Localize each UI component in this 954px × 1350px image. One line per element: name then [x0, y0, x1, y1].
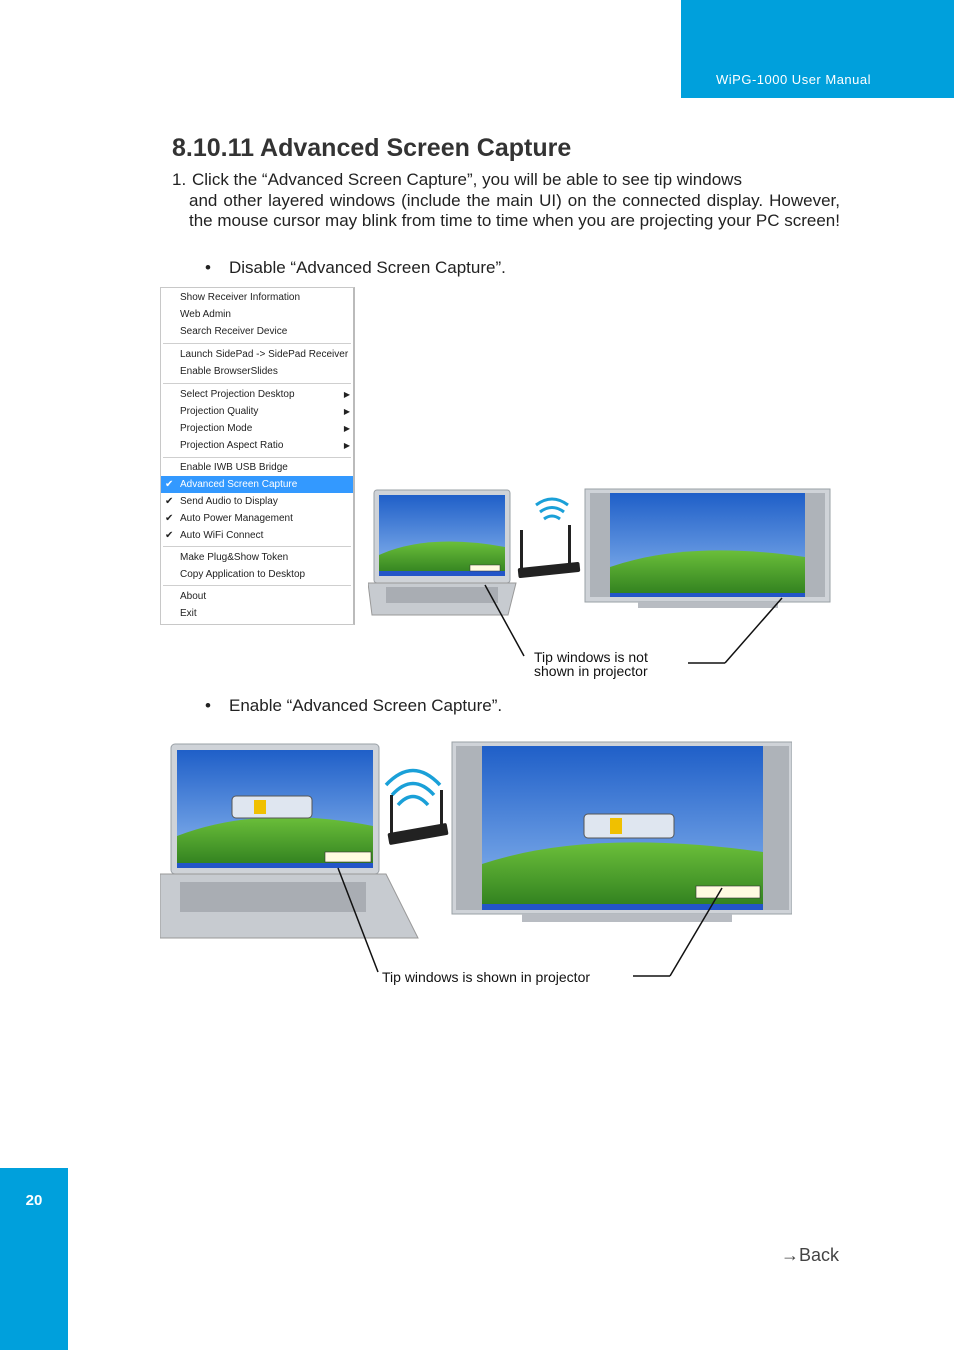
manual-title: WiPG-1000 User Manual: [716, 72, 871, 87]
menu-separator: [163, 585, 351, 586]
menu-item-projection-quality[interactable]: Projection Quality ▶: [161, 403, 353, 420]
menu-separator: [163, 457, 351, 458]
menu-item-enable-iwb-usb-bridge[interactable]: Enable IWB USB Bridge: [180, 462, 288, 473]
step-1-paragraph: [172, 170, 840, 232]
menu-separator: [163, 546, 351, 547]
bullet-disable: [205, 258, 506, 278]
menu-item-make-plugshow-token[interactable]: Make Plug&Show Token: [180, 552, 289, 563]
menu-item-show-receiver-information[interactable]: Show Receiver Information: [180, 292, 301, 303]
callout-pointer-lines-2: [330, 860, 740, 980]
menu-item-about[interactable]: About: [180, 591, 207, 602]
callout-tip-not-shown: [534, 650, 648, 678]
submenu-arrow-icon: ▶: [343, 424, 350, 433]
menu-separator: [163, 383, 351, 384]
step-1-line1: Click the “Advanced Screen Capture”, you will be able to see tip windows: [192, 170, 742, 189]
pointer-to-laptop-tray: [485, 585, 524, 656]
bullet-dot: •: [205, 696, 211, 715]
router-illustration: [518, 499, 581, 578]
menu-item-auto-power-management[interactable]: ✔ Auto Power Management: [161, 510, 353, 527]
bullet-enable-text: Enable “Advanced Screen Capture”.: [229, 696, 503, 715]
step-number: 1.: [172, 170, 187, 189]
submenu-arrow-icon: ▶: [343, 390, 350, 399]
submenu-arrow-icon: ▶: [343, 441, 350, 450]
callout-line-2: shown in projector: [534, 663, 648, 679]
router-illustration: [386, 771, 449, 846]
menu-separator: [163, 343, 351, 344]
menu-item-advanced-screen-capture[interactable]: ✔ Advanced Screen Capture: [161, 476, 353, 493]
section-title: 8.10.11 Advanced Screen Capture: [172, 134, 572, 162]
menu-item-send-audio-to-display[interactable]: ✔ Send Audio to Display: [161, 493, 353, 510]
menu-item-exit[interactable]: Exit: [180, 608, 197, 619]
bullet-disable-text: Disable “Advanced Screen Capture”.: [229, 258, 506, 277]
menu-item-projection-aspect-ratio[interactable]: Projection Aspect Ratio ▶: [161, 437, 353, 454]
menu-item-projection-mode[interactable]: Projection Mode ▶: [161, 420, 353, 437]
pointer-to-laptop-tip: [338, 868, 378, 972]
check-icon: ✔: [165, 496, 174, 507]
menu-item-auto-wifi-connect[interactable]: ✔ Auto WiFi Connect: [161, 527, 353, 544]
check-icon: ✔: [165, 530, 174, 541]
bullet-enable: [205, 696, 502, 716]
callout-tip-shown: Tip windows is shown in projector: [382, 969, 591, 985]
check-icon: ✔: [165, 513, 174, 524]
pointer-to-projector-tip: [670, 888, 722, 976]
menu-item-search-receiver-device[interactable]: Search Receiver Device: [180, 326, 288, 337]
back-link[interactable]: →Back: [781, 1245, 840, 1265]
page-number: 20: [25, 1192, 43, 1209]
menu-item-launch-sidepad[interactable]: Launch SidePad -> SidePad Receiver: [180, 349, 349, 360]
tray-context-menu: [160, 287, 355, 625]
pointer-to-projector-tray: [725, 598, 782, 663]
bullet-dot: •: [205, 258, 211, 277]
callout-line-1: Tip windows is not: [534, 649, 648, 665]
submenu-arrow-icon: ▶: [343, 407, 350, 416]
menu-item-select-projection-desktop[interactable]: Select Projection Desktop ▶: [161, 386, 353, 403]
menu-item-copy-application-to-desktop[interactable]: Copy Application to Desktop: [180, 569, 306, 580]
step-1-continuation: and other layered windows (include the main UI) on the connected display. However, the mouse cursor may blink from time to time when you are projecting your PC screen!: [189, 190, 840, 230]
menu-item-web-admin[interactable]: Web Admin: [180, 309, 231, 320]
menu-item-enable-browserslides[interactable]: Enable BrowserSlides: [180, 366, 278, 377]
check-icon: ✔: [165, 479, 174, 490]
